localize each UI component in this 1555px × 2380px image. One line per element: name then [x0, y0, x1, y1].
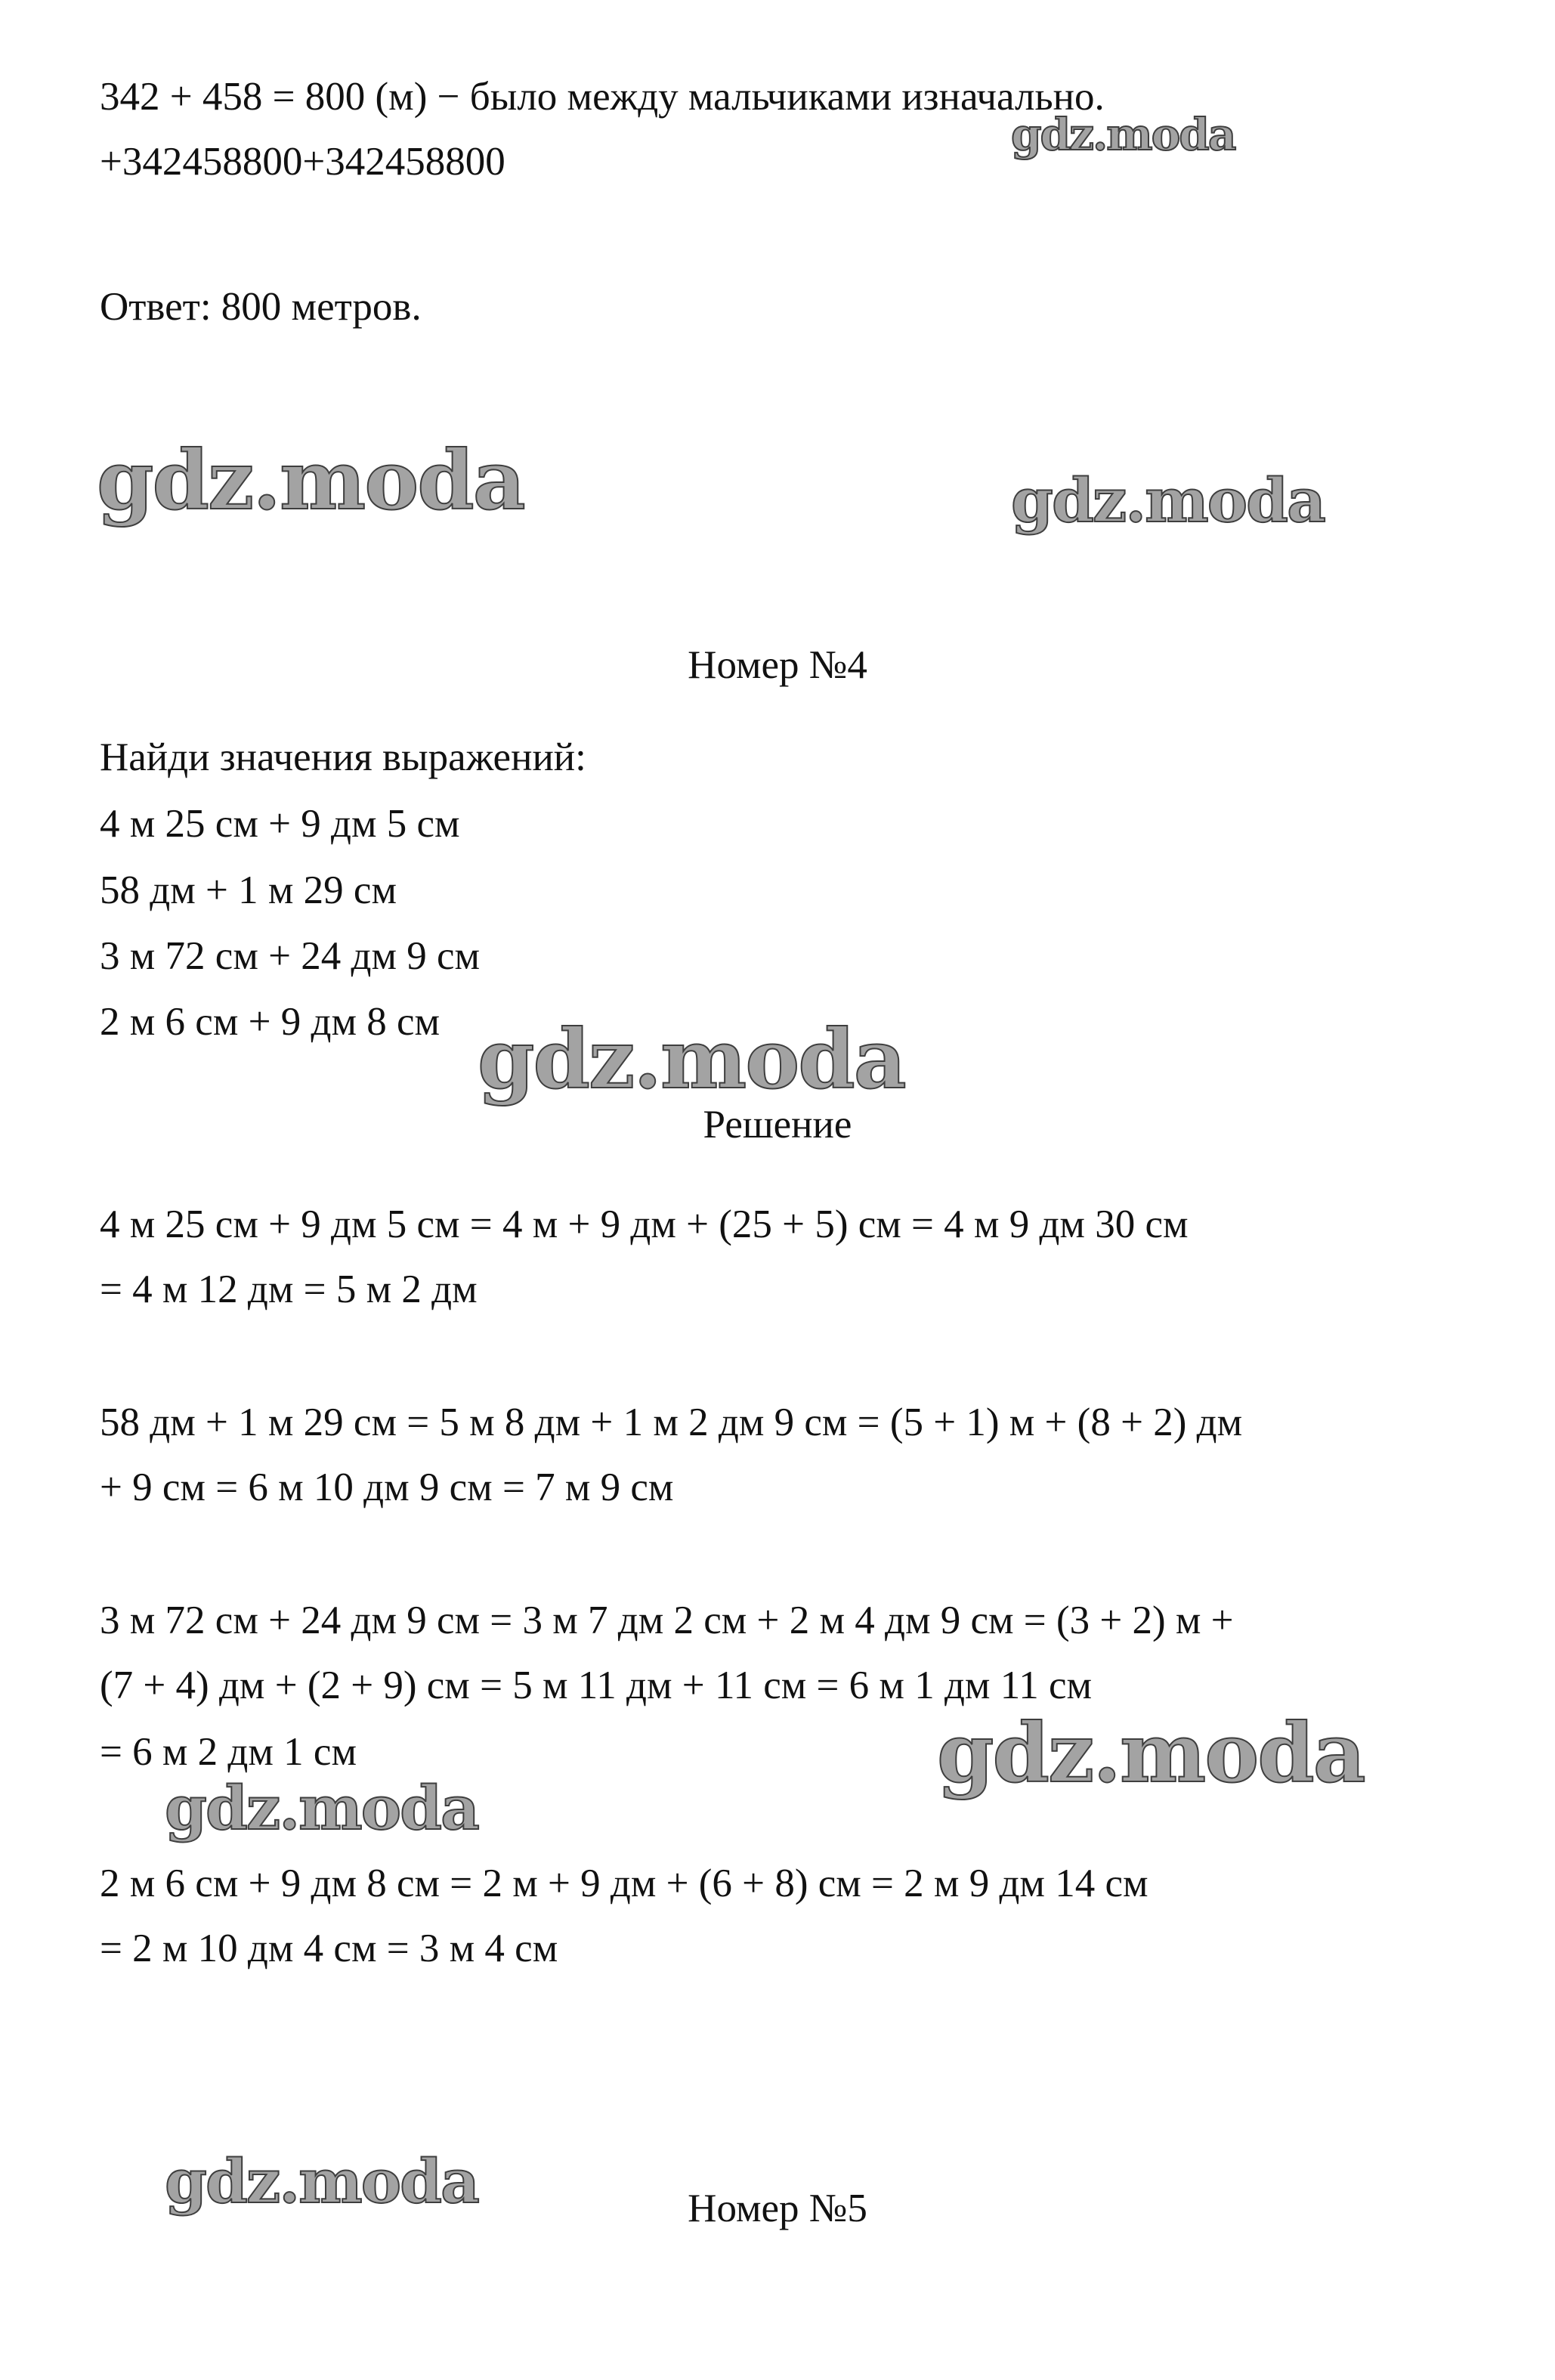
answer-line: Ответ: 800 метров. — [100, 285, 422, 329]
solution-line: = 6 м 2 дм 1 см — [100, 1730, 357, 1774]
solution-line: + 9 см = 6 м 10 дм 9 см = 7 м 9 см — [100, 1465, 674, 1509]
expression: 58 дм + 1 м 29 см — [100, 868, 397, 912]
text-line: 342 + 458 = 800 (м) − было между мальчиками изначально. — [100, 75, 1105, 119]
solution-line: 3 м 72 см + 24 дм 9 см = 3 м 7 дм 2 см + 2 м 4 дм 9 см = (3 + 2) м + — [100, 1599, 1234, 1642]
solution-heading: Решение — [703, 1103, 852, 1147]
task-intro: Найди значения выражений: — [100, 735, 586, 779]
watermark: gdz.moda — [165, 2146, 478, 2217]
solution-line: = 2 м 10 дм 4 см = 3 м 4 см — [100, 1927, 558, 1970]
solution-line: = 4 м 12 дм = 5 м 2 дм — [100, 1267, 478, 1311]
watermark: gdz.moda — [165, 1772, 478, 1843]
watermark: gdz.moda — [937, 1706, 1365, 1801]
expression: 3 м 72 см + 24 дм 9 см — [100, 934, 481, 978]
watermark: gdz.moda — [1011, 465, 1325, 536]
solution-line: 2 м 6 см + 9 дм 8 см = 2 м + 9 дм + (6 + 8) см = 2 м 9 дм 14 см — [100, 1862, 1148, 1905]
watermark: gdz.moda — [97, 433, 524, 528]
watermark: gdz.moda — [478, 1012, 905, 1107]
section-heading: Номер №4 — [688, 643, 867, 687]
watermark: gdz.moda — [1011, 109, 1235, 160]
solution-line: 4 м 25 см + 9 дм 5 см = 4 м + 9 дм + (25 + 5) см = 4 м 9 дм 30 см — [100, 1202, 1189, 1246]
solution-line: 58 дм + 1 м 29 см = 5 м 8 дм + 1 м 2 дм 9 см = (5 + 1) м + (8 + 2) дм — [100, 1400, 1243, 1444]
section-heading: Номер №5 — [688, 2187, 867, 2230]
expression: 2 м 6 см + 9 дм 8 см — [100, 1000, 441, 1044]
expression: 4 м 25 см + 9 дм 5 см — [100, 802, 460, 846]
solution-line: (7 + 4) дм + (2 + 9) см = 5 м 11 дм + 11 см = 6 м 1 дм 11 см — [100, 1664, 1093, 1707]
text-line: +342458800+342458800 — [100, 140, 505, 184]
